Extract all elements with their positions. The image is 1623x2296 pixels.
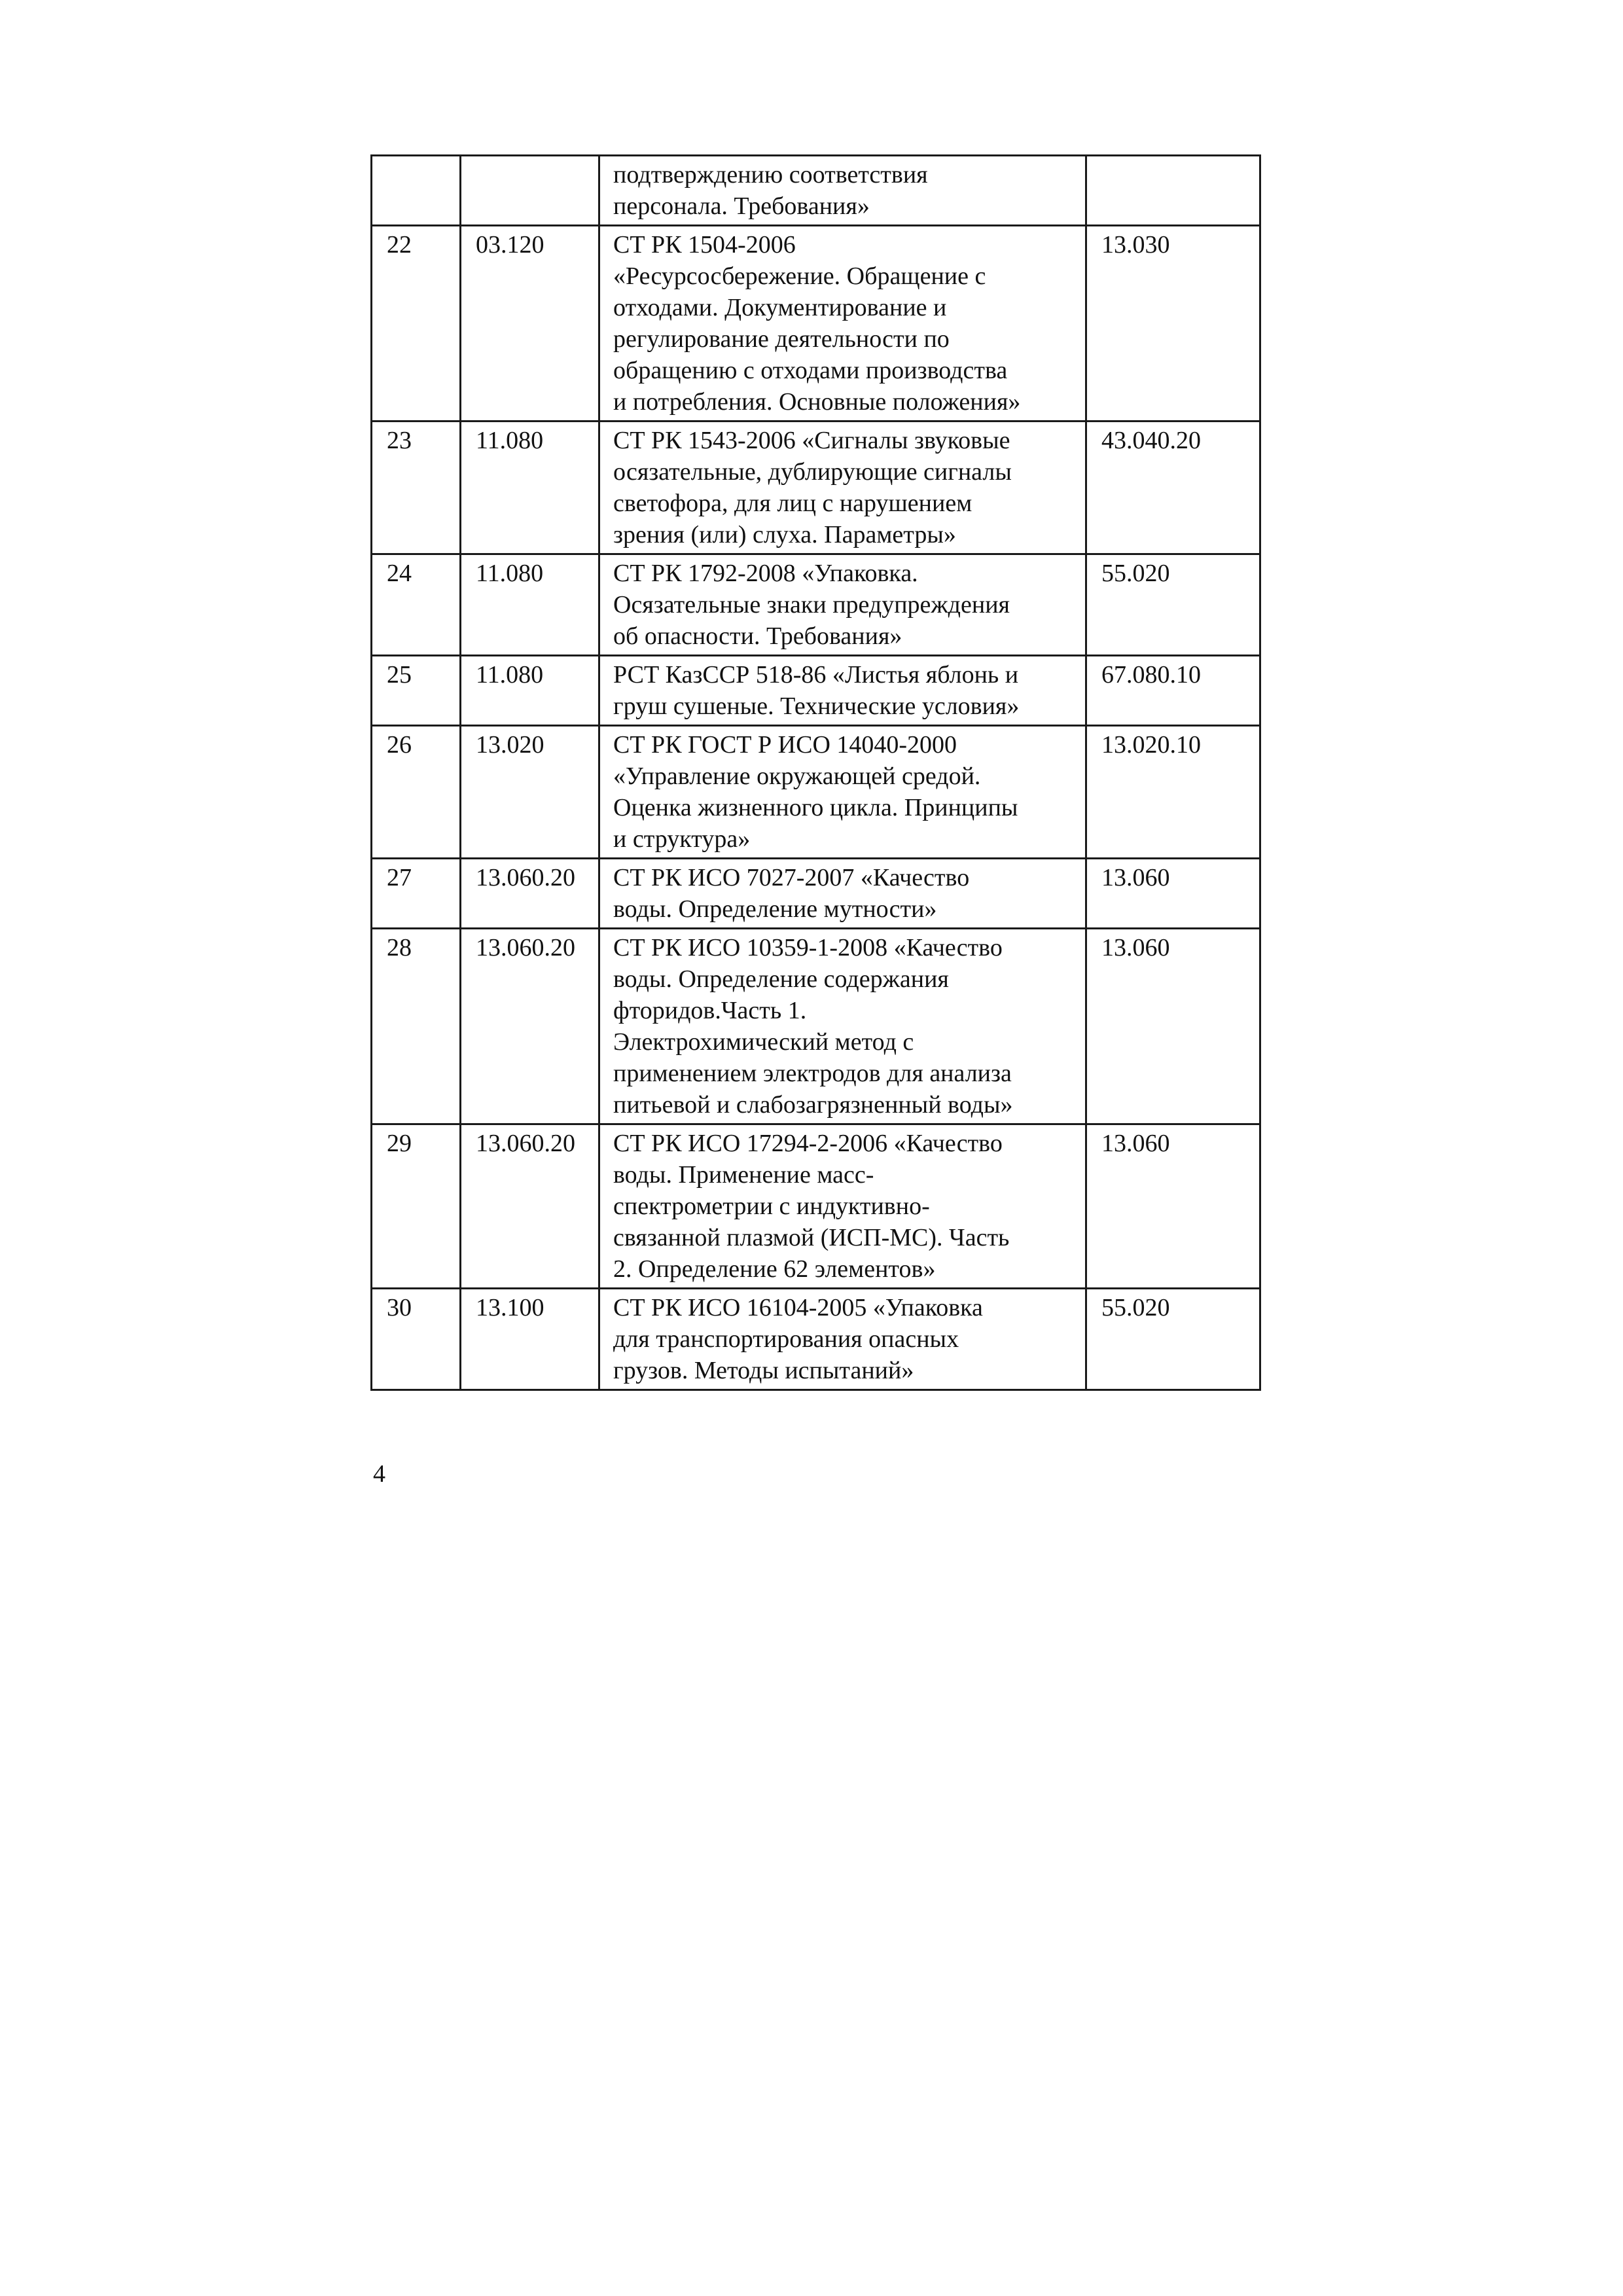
classification-code-cell: 13.060 [1086, 1124, 1260, 1289]
section-code-cell: 11.080 [461, 422, 599, 554]
table-row [372, 859, 1260, 929]
classification-code-cell: 13.020.10 [1086, 726, 1260, 859]
row-number-cell: 26 [372, 726, 461, 859]
table-row [372, 554, 1260, 656]
row-number-cell: 29 [372, 1124, 461, 1289]
table-row [372, 929, 1260, 1124]
classification-code-cell: 13.030 [1086, 226, 1260, 422]
row-number-cell [372, 156, 461, 226]
row-number-cell: 25 [372, 656, 461, 726]
row-number-cell: 22 [372, 226, 461, 422]
section-code-cell: 03.120 [461, 226, 599, 422]
standard-title-cell: СТ РК ИСО 16104-2005 «Упаковка для транспортирования опасных грузов. Методы испытаний» [599, 1289, 1086, 1390]
page-number: 4 [373, 1460, 385, 1488]
standards-table-body [372, 156, 1260, 1390]
row-number-cell: 30 [372, 1289, 461, 1390]
standard-title-cell: СТ РК ГОСТ Р ИСО 14040-2000 «Управление окружающей средой. Оценка жизненного цикла. Принципы и структура» [599, 726, 1086, 859]
section-code-cell: 13.060.20 [461, 1124, 599, 1289]
table-row [372, 422, 1260, 554]
standard-title-cell: СТ РК ИСО 17294-2-2006 «Качество воды. Применение масс- спектрометрии с индуктивно- связанной плазмой (ИСП-МС). Часть 2. Определение 62 элементов» [599, 1124, 1086, 1289]
table-row [372, 726, 1260, 859]
classification-code-cell: 67.080.10 [1086, 656, 1260, 726]
classification-code-cell [1086, 156, 1260, 226]
row-number-cell: 27 [372, 859, 461, 929]
section-code-cell: 13.060.20 [461, 929, 599, 1124]
table-row [372, 1124, 1260, 1289]
table-row [372, 1289, 1260, 1390]
classification-code-cell: 43.040.20 [1086, 422, 1260, 554]
section-code-cell: 13.060.20 [461, 859, 599, 929]
standard-title-cell: СТ РК ИСО 10359-1-2008 «Качество воды. Определение содержания фторидов.Часть 1. Электрохимический метод с применением электродов для анализа питьевой и слабозагрязненный воды» [599, 929, 1086, 1124]
section-code-cell: 11.080 [461, 554, 599, 656]
section-code-cell: 13.100 [461, 1289, 599, 1390]
row-number-cell: 24 [372, 554, 461, 656]
standard-title-cell: СТ РК 1543-2006 «Сигналы звуковые осязательные, дублирующие сигналы светофора, для лиц с нарушением зрения (или) слуха. Параметры» [599, 422, 1086, 554]
classification-code-cell: 55.020 [1086, 554, 1260, 656]
standards-table [370, 154, 1261, 1391]
standard-title-cell: подтверждению соответствия персонала. Требования» [599, 156, 1086, 226]
section-code-cell: 11.080 [461, 656, 599, 726]
standard-title-cell: СТ РК 1792-2008 «Упаковка. Осязательные знаки предупреждения об опасности. Требования» [599, 554, 1086, 656]
standard-title-cell: СТ РК ИСО 7027-2007 «Качество воды. Определение мутности» [599, 859, 1086, 929]
standard-title-cell: РСТ КазССР 518-86 «Листья яблонь и груш сушеные. Технические условия» [599, 656, 1086, 726]
row-number-cell: 28 [372, 929, 461, 1124]
classification-code-cell: 55.020 [1086, 1289, 1260, 1390]
classification-code-cell: 13.060 [1086, 929, 1260, 1124]
standard-title-cell: СТ РК 1504-2006 «Ресурсосбережение. Обращение с отходами. Документирование и регулирование деятельности по обращению с отходами производства и потребления. Основные положения» [599, 226, 1086, 422]
classification-code-cell: 13.060 [1086, 859, 1260, 929]
section-code-cell [461, 156, 599, 226]
table-row [372, 156, 1260, 226]
row-number-cell: 23 [372, 422, 461, 554]
table-row [372, 656, 1260, 726]
table-row [372, 226, 1260, 422]
section-code-cell: 13.020 [461, 726, 599, 859]
